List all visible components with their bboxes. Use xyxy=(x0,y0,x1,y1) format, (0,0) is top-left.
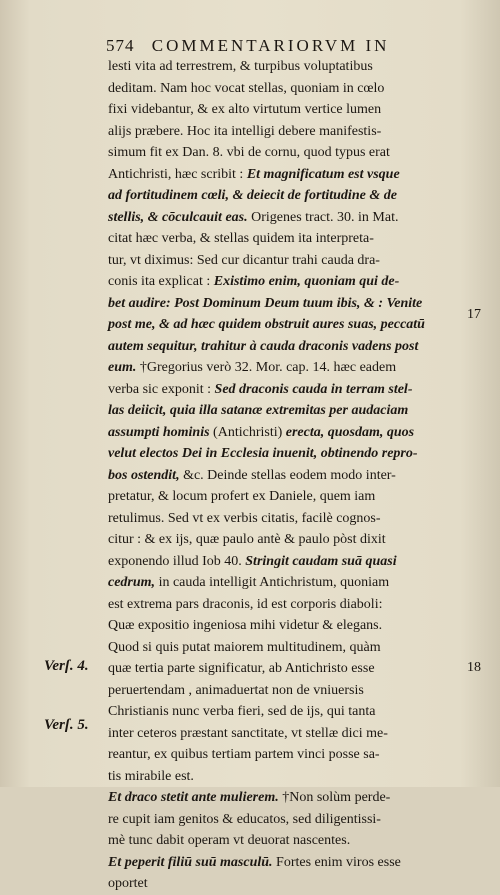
roman-text: quæ tertia parte significatur, ab Antichristo esse xyxy=(108,661,375,676)
margin-note-verse-4: Verſ. 4. xyxy=(44,658,89,674)
italic-quote: Existimo enim, quoniam qui de- xyxy=(213,274,400,289)
text-line xyxy=(108,637,460,659)
text-line xyxy=(108,422,460,444)
text-line xyxy=(108,271,460,293)
text-line xyxy=(108,228,460,250)
italic-quote: bet audire: Post Dominum Deum tuum ibis, & : Venite xyxy=(108,295,423,311)
text-line xyxy=(108,809,460,831)
roman-text: (Antichristi) xyxy=(209,424,286,440)
roman-text: est extrema pars draconis, id est corporis diaboli: xyxy=(108,596,383,612)
roman-text: in cauda intelligit Antichristum, quoniam xyxy=(155,575,390,590)
roman-text: Origenes tract. 30. in Mat. xyxy=(247,209,399,225)
roman-text: †Gregorius verò 32. Mor. cap. 14. hæc eadem xyxy=(136,360,397,375)
roman-text: oportet xyxy=(108,876,148,891)
italic-quote: velut electos Dei in Ecclesia inuenit, obtinendo repro- xyxy=(108,446,418,461)
roman-text: deditam. Nam hoc vocat stellas, quoniam in cœlo xyxy=(108,80,385,96)
margin-number-18: 18 xyxy=(467,660,481,675)
text-line xyxy=(108,744,460,766)
text-line xyxy=(108,78,460,100)
italic-quote: autem sequitur, trahitur à cauda draconis vadens post xyxy=(108,338,419,354)
text-line xyxy=(108,873,460,895)
roman-text: pretatur, & locum profert ex Daniele, quem iam xyxy=(108,489,376,504)
text-line xyxy=(108,379,460,401)
roman-text: simum fit ex Dan. 8. vbi de cornu, quod typus erat xyxy=(108,145,390,160)
roman-text: inter ceteros præstant sanctitate, vt stellæ dici me- xyxy=(108,725,388,741)
text-line xyxy=(108,680,460,702)
roman-text: alijs præbere. Hoc ita intelligi debere manifestis- xyxy=(108,123,382,139)
italic-quote: Stringit caudam suā quasi xyxy=(245,553,397,569)
text-line xyxy=(108,142,460,164)
roman-text: †Non solùm perde- xyxy=(278,790,391,805)
roman-text: fixi videbantur, & ex alto virtutum vertice lumen xyxy=(108,102,382,117)
running-header xyxy=(106,36,389,56)
text-line xyxy=(108,766,460,788)
text-line xyxy=(108,529,460,551)
roman-text: tur, vt diximus: Sed cur dicantur trahi cauda dra- xyxy=(108,252,380,268)
text-line xyxy=(108,701,460,723)
italic-quote: stellis, & cōculcauit eas. xyxy=(108,209,248,225)
italic-quote: cedrum, xyxy=(108,575,156,590)
italic-quote: Et magnificatum est vsque xyxy=(246,166,400,182)
roman-text: citat hæc verba, & stellas quidem ita interpreta- xyxy=(108,231,374,246)
text-line xyxy=(108,486,460,508)
text-line xyxy=(108,336,460,358)
italic-quote: post me, & ad hæc quidem obstruit aures suas, peccatū xyxy=(108,317,425,332)
text-line xyxy=(108,207,460,229)
text-line xyxy=(108,314,460,336)
text-line xyxy=(108,443,460,465)
italic-quote: eum. xyxy=(108,360,137,375)
roman-text: tis mirabile est. xyxy=(108,768,194,784)
roman-text: Fortes enim viros esse xyxy=(272,854,401,870)
italic-quote: assumpti hominis xyxy=(108,424,210,440)
text-line xyxy=(108,357,460,379)
italic-quote: ad fortitudinem cœli, & deiecit de fortitudine & de xyxy=(108,188,397,203)
text-line xyxy=(108,185,460,207)
italic-quote: Et draco stetit ante mulierem. xyxy=(108,790,279,805)
roman-text: Antichristi, hæc scribit : xyxy=(108,166,247,182)
commentary-text xyxy=(108,56,460,895)
text-line xyxy=(108,615,460,637)
roman-text: verba sic exponit : xyxy=(108,381,215,397)
text-line xyxy=(108,852,460,874)
text-line xyxy=(108,293,460,315)
text-line xyxy=(108,121,460,143)
italic-quote: erecta, quosdam, quos xyxy=(285,424,415,440)
roman-text: citur : & ex ijs, quæ paulo antè & paulo pòst dixit xyxy=(108,532,386,547)
italic-quote: Et peperit filiū suū masculū. xyxy=(108,854,273,870)
text-line xyxy=(108,465,460,487)
italic-quote: Sed draconis cauda in terram stel- xyxy=(214,381,413,397)
text-line xyxy=(108,723,460,745)
text-line xyxy=(108,56,460,78)
roman-text: re cupit iam genitos & educatos, sed diligentissi- xyxy=(108,811,381,827)
text-line xyxy=(108,787,460,809)
text-line xyxy=(108,400,460,422)
roman-text: exponendo illud Iob 40. xyxy=(108,553,246,569)
roman-text: mè tunc dabit operam vt deuorat nascentes. xyxy=(108,833,351,848)
text-line xyxy=(108,551,460,573)
roman-text: Christianis nunc verba fieri, sed de ijs, qui tanta xyxy=(108,704,376,719)
roman-text: retulimus. Sed vt ex verbis citatis, facilè cognos- xyxy=(108,510,381,526)
text-line xyxy=(108,250,460,272)
roman-text: conis ita explicat : xyxy=(108,274,214,289)
text-line xyxy=(108,99,460,121)
margin-number-17: 17 xyxy=(467,307,481,322)
italic-quote: bos ostendit, xyxy=(108,467,180,483)
roman-text: Quæ expositio ingeniosa mihi videtur & elegans. xyxy=(108,618,383,633)
roman-text: lesti vita ad terrestrem, & turpibus voluptatibus xyxy=(108,59,373,74)
running-title: COMMENTARIORVM IN xyxy=(151,36,390,55)
roman-text: reantur, ex quibus tertiam partem vinci posse sa- xyxy=(108,747,380,762)
italic-quote: las deiicit, quia illa satanæ extremitas per audaciam xyxy=(108,403,409,418)
margin-note-verse-5: Verſ. 5. xyxy=(44,717,89,733)
text-line xyxy=(108,572,460,594)
roman-text: peruertendam , animaduertat non de vniuersis xyxy=(108,682,364,698)
roman-text: &c. Deinde stellas eodem modo inter- xyxy=(179,467,396,483)
page-number: 574 xyxy=(106,36,135,55)
roman-text: Quod si quis putat maiorem multitudinem, quàm xyxy=(108,639,381,655)
text-line xyxy=(108,830,460,852)
text-line xyxy=(108,594,460,616)
text-line xyxy=(108,658,460,680)
text-line xyxy=(108,164,460,186)
text-line xyxy=(108,508,460,530)
